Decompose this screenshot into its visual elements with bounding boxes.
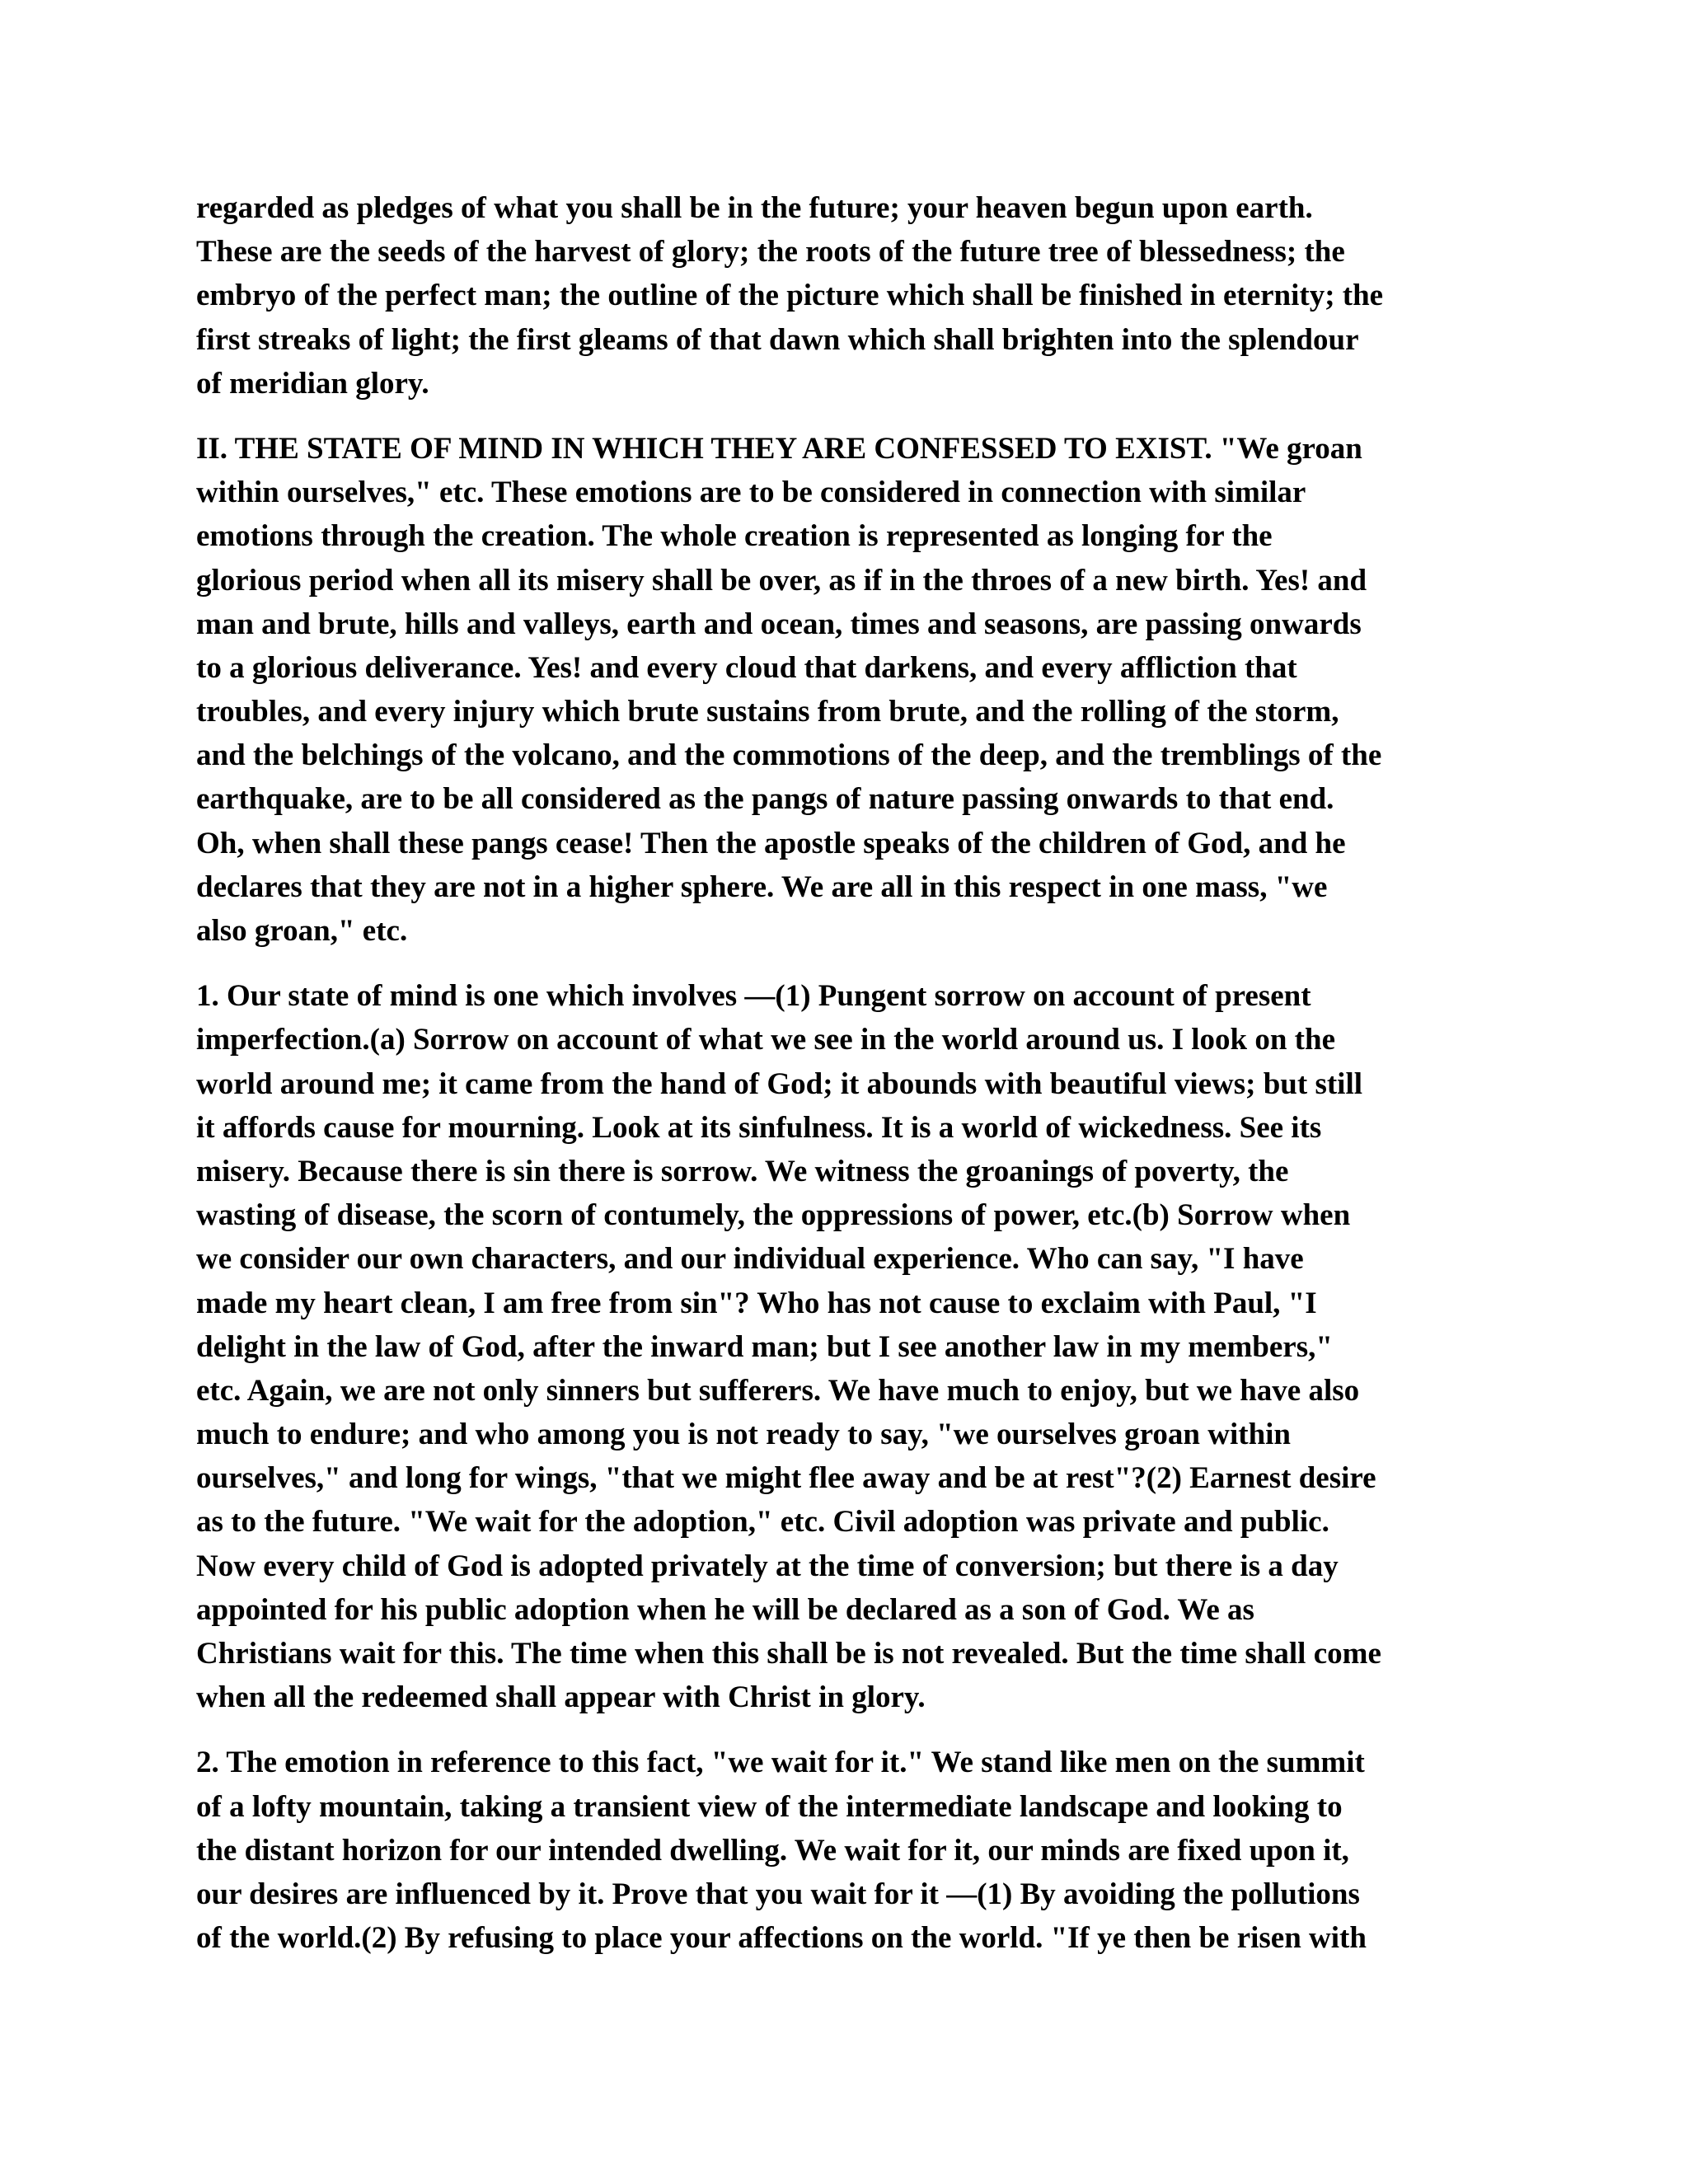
text-line: first streaks of light; the first gleams of that dawn which shall brighten into the splendour: [196, 322, 1359, 357]
text-line: within ourselves," etc. These emotions are to be considered in connection with similar: [196, 476, 1306, 510]
text-line: Christians wait for this. The time when this shall be is not revealed. But the time shall come: [196, 1637, 1381, 1671]
text-line: declares that they are not in a higher sphere. We are all in this respect in one mass, "we: [196, 869, 1328, 904]
text-line: of meridian glory.: [196, 366, 429, 401]
text-line: imperfection.(a) Sorrow on account of what we see in the world around us. I look on the: [196, 1023, 1336, 1057]
paragraph: [196, 186, 1498, 405]
text-line: embryo of the perfect man; the outline of the picture which shall be finished in eternity; the: [196, 279, 1384, 313]
text-line: our desires are influenced by it. Prove that you wait for it —(1) By avoiding the pollutions: [196, 1877, 1360, 1911]
text-line: misery. Because there is sin there is sorrow. We witness the groanings of poverty, the: [196, 1154, 1289, 1188]
body-text: [196, 186, 1498, 1981]
text-line: when all the redeemed shall appear with Christ in glory.: [196, 1680, 926, 1715]
text-line: 1. Our state of mind is one which involves —(1) Pungent sorrow on account of present: [196, 979, 1311, 1014]
text-line: Oh, when shall these pangs cease! Then the apostle speaks of the children of God, and he: [196, 826, 1346, 860]
text-line: as to the future. "We wait for the adoption," etc. Civil adoption was private and public.: [196, 1505, 1329, 1540]
text-line: to a glorious deliverance. Yes! and every cloud that darkens, and every affliction that: [196, 650, 1297, 685]
text-line: appointed for his public adoption when he will be declared as a son of God. We as: [196, 1592, 1254, 1627]
text-line: much to endure; and who among you is not ready to say, "we ourselves groan within: [196, 1418, 1292, 1452]
text-line: Now every child of God is adopted privately at the time of conversion; but there is a day: [196, 1549, 1339, 1583]
text-line: of a lofty mountain, taking a transient view of the intermediate landscape and looking to: [196, 1789, 1343, 1824]
text-line: world around me; it came from the hand of God; it abounds with beautiful views; but still: [196, 1066, 1363, 1101]
text-line: of the world.(2) By refusing to place your affections on the world. "If ye then be risen with: [196, 1921, 1367, 1956]
text-line: the distant horizon for our intended dwelling. We wait for it, our minds are fixed upon it,: [196, 1833, 1349, 1868]
text-line: etc. Again, we are not only sinners but sufferers. We have much to enjoy, but we have also: [196, 1373, 1360, 1408]
text-line: II. THE STATE OF MIND IN WHICH THEY ARE CONFESSED TO EXIST. "We groan: [196, 431, 1362, 466]
text-line: also groan," etc.: [196, 914, 408, 948]
text-line: delight in the law of God, after the inward man; but I see another law in my members,": [196, 1329, 1333, 1364]
text-line: and the belchings of the volcano, and the commotions of the deep, and the tremblings of the: [196, 738, 1382, 773]
paragraph: [196, 1741, 1498, 1960]
paragraph: [196, 974, 1498, 1719]
text-line: earthquake, are to be all considered as the pangs of nature passing onwards to that end.: [196, 782, 1334, 817]
text-line: glorious period when all its misery shall be over, as if in the throes of a new birth. Yes! and: [196, 563, 1367, 598]
text-line: troubles, and every injury which brute sustains from brute, and the rolling of the storm,: [196, 695, 1339, 729]
text-line: 2. The emotion in reference to this fact, "we wait for it." We stand like men on the summit: [196, 1746, 1365, 1780]
text-line: These are the seeds of the harvest of glory; the roots of the future tree of blessedness; the: [196, 235, 1345, 269]
paragraph: [196, 427, 1498, 953]
text-line: wasting of disease, the scorn of contumely, the oppressions of power, etc.(b) Sorrow when: [196, 1198, 1351, 1233]
text-line: made my heart clean, I am free from sin"? Who has not cause to exclaim with Paul, "I: [196, 1286, 1317, 1320]
text-line: ourselves," and long for wings, "that we might flee away and be at rest"?(2) Earnest desire: [196, 1461, 1376, 1496]
text-line: man and brute, hills and valleys, earth and ocean, times and seasons, are passing onwards: [196, 607, 1362, 641]
text-line: emotions through the creation. The whole creation is represented as longing for the: [196, 519, 1273, 554]
text-line: regarded as pledges of what you shall be in the future; your heaven begun upon earth.: [196, 191, 1313, 225]
text-line: we consider our own characters, and our individual experience. Who can say, "I have: [196, 1242, 1304, 1277]
text-line: it affords cause for mourning. Look at its sinfulness. It is a world of wickedness. See its: [196, 1110, 1322, 1145]
